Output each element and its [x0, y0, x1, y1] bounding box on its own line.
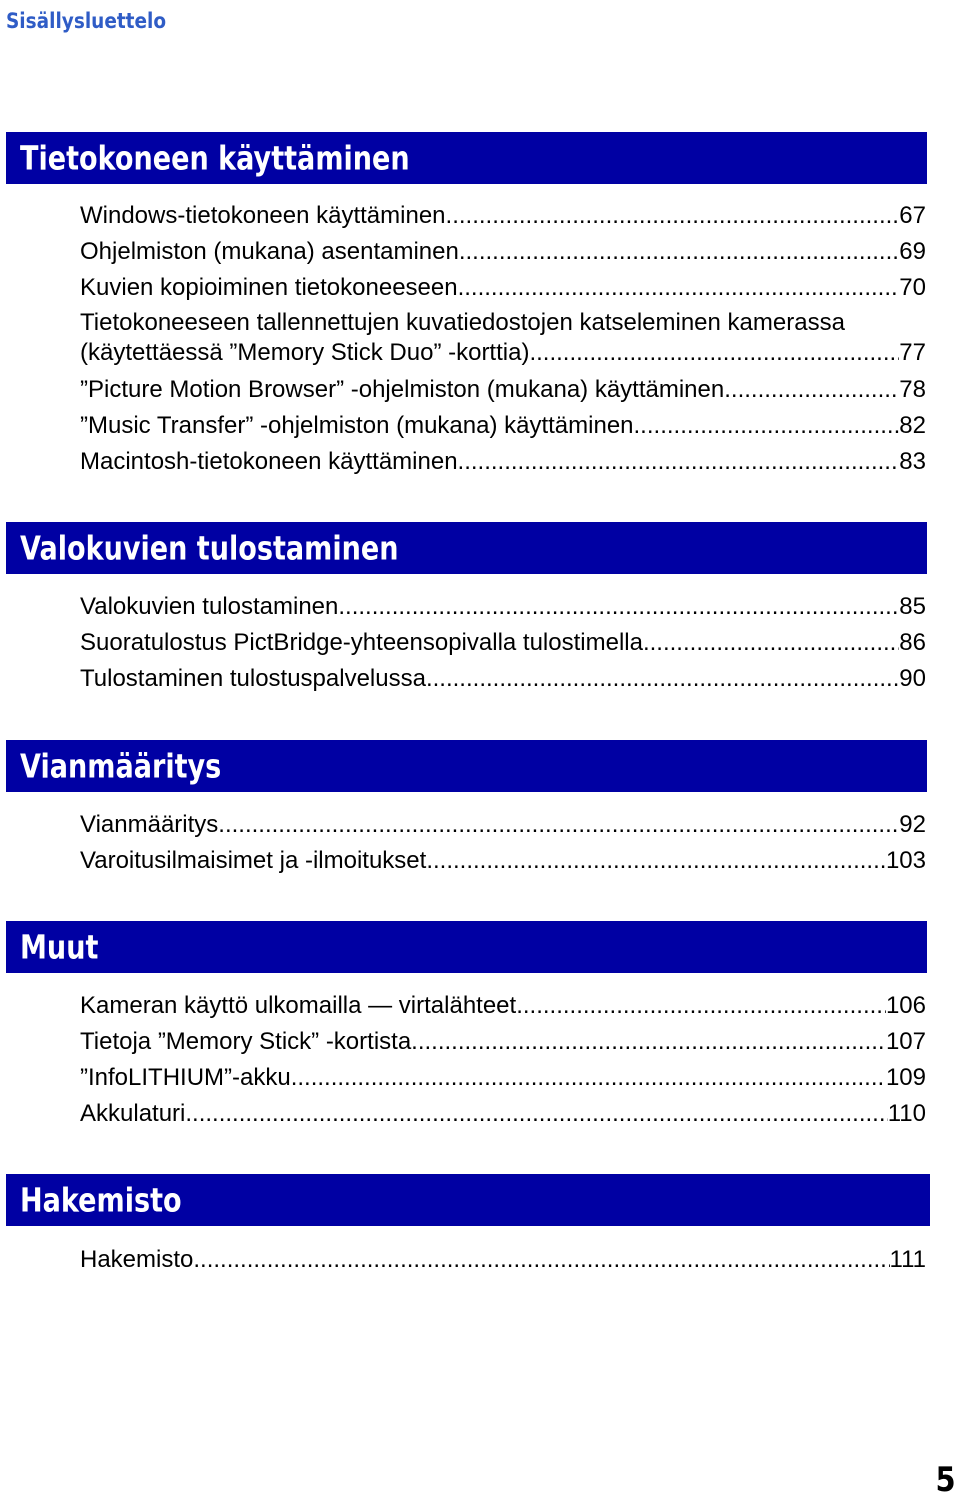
toc-entry-title: Ohjelmiston (mukana) asentaminen: [80, 238, 459, 265]
dot-leader: [459, 234, 899, 270]
section-heading-hakemisto: [6, 1174, 930, 1226]
toc-entry-page: 103: [885, 847, 926, 874]
section-heading-label: Muut: [20, 927, 99, 967]
dot-leader: [185, 1096, 887, 1132]
toc-entry-page: 86: [899, 629, 926, 656]
toc-entry-title: Akkulaturi: [80, 1100, 186, 1127]
toc-entry[interactable]: [80, 306, 926, 372]
dot-leader: [724, 372, 899, 408]
page-title: Sisällysluettelo: [6, 9, 167, 33]
toc-entry[interactable]: [80, 1060, 926, 1096]
toc-entry-page: 85: [899, 593, 926, 620]
toc-entry-page: 77: [899, 339, 926, 366]
toc-entry-page: 107: [885, 1028, 926, 1055]
section-heading-label: Tietokoneen käyttäminen: [20, 138, 410, 178]
section-heading-label: Valokuvien tulostaminen: [20, 528, 399, 568]
toc-list-tietokoneen-kayttaminen: [80, 198, 926, 480]
toc-entry-page: 78: [899, 376, 926, 403]
toc-entry-page: 82: [899, 412, 926, 439]
section-heading-vianmaaritys: [6, 740, 927, 792]
toc-entry-title: Tulostaminen tulostuspalvelussa: [80, 665, 426, 692]
toc-entry-title: Windows-tietokoneen käyttäminen: [80, 202, 446, 229]
toc-entry-page: 111: [889, 1246, 926, 1273]
toc-entry[interactable]: [80, 198, 926, 234]
toc-entry-title: ”Picture Motion Browser” -ohjelmiston (mukana) käyttäminen: [80, 376, 725, 403]
toc-list-hakemisto: [80, 1242, 926, 1278]
dot-leader: [426, 661, 899, 697]
toc-entry[interactable]: [80, 1242, 926, 1278]
dot-leader: [411, 1024, 886, 1060]
dot-leader: [643, 625, 899, 661]
toc-entry-page: 92: [899, 811, 926, 838]
toc-entry-title: Hakemisto: [80, 1246, 194, 1273]
toc-entry[interactable]: [80, 444, 926, 480]
toc-list-valokuvien-tulostaminen: [80, 589, 926, 697]
toc-entry[interactable]: [80, 661, 926, 697]
toc-entry[interactable]: [80, 408, 926, 444]
toc-entry[interactable]: [80, 1096, 926, 1132]
toc-entry-title: Suoratulostus PictBridge-yhteensopivalla tulostimella: [80, 629, 643, 656]
toc-entry-title: Kameran käyttö ulkomailla — virtalähteet: [80, 992, 517, 1019]
dot-leader: [218, 807, 899, 843]
dot-leader: [529, 338, 899, 368]
toc-entry-title-line2: (käytettäessä ”Memory Stick Duo” -korttia): [80, 339, 530, 366]
toc-entry[interactable]: [80, 988, 926, 1024]
toc-entry-title: Valokuvien tulostaminen: [80, 593, 339, 620]
toc-entry-title: Varoitusilmaisimet ja -ilmoitukset: [80, 847, 427, 874]
toc-entry[interactable]: [80, 234, 926, 270]
toc-entry[interactable]: [80, 807, 926, 843]
toc-entry-page: 69: [899, 238, 926, 265]
toc-list-vianmaaritys: [80, 807, 926, 879]
toc-entry-page: 67: [899, 202, 926, 229]
dot-leader: [458, 444, 900, 480]
toc-entry-page: 106: [885, 992, 926, 1019]
toc-entry-title: Kuvien kopioiminen tietokoneeseen: [80, 274, 458, 301]
page-number: 5: [935, 1460, 956, 1500]
section-heading-muut: [6, 921, 927, 973]
toc-entry-page: 70: [899, 274, 926, 301]
toc-entry-title: ”Music Transfer” -ohjelmiston (mukana) käyttäminen: [80, 412, 634, 439]
toc-entry[interactable]: [80, 625, 926, 661]
toc-entry-title: Vianmääritys: [80, 811, 219, 838]
section-heading-label: Vianmääritys: [20, 746, 222, 786]
dot-leader: [193, 1242, 889, 1278]
section-heading-valokuvien-tulostaminen: [6, 522, 927, 574]
toc-entry[interactable]: [80, 589, 926, 625]
section-heading-tietokoneen-kayttaminen: [6, 132, 927, 184]
toc-entry-title-line1: Tietokoneeseen tallennettujen kuvatiedostojen katseleminen kamerassa: [80, 309, 845, 336]
dot-leader: [446, 198, 900, 234]
dot-leader: [458, 270, 900, 306]
toc-entry[interactable]: [80, 1024, 926, 1060]
toc-entry-page: 109: [885, 1064, 926, 1091]
dot-leader: [634, 408, 900, 444]
dot-leader: [291, 1060, 886, 1096]
dot-leader: [426, 843, 886, 879]
toc-entry[interactable]: [80, 843, 926, 879]
toc-entry-title: ”InfoLITHIUM”-akku: [80, 1064, 291, 1091]
toc-entry[interactable]: [80, 372, 926, 408]
toc-entry-page: 83: [899, 448, 926, 475]
dot-leader: [516, 988, 886, 1024]
toc-entry-title: Tietoja ”Memory Stick” -kortista: [80, 1028, 412, 1055]
toc-entry-title: Macintosh-tietokoneen käyttäminen: [80, 448, 458, 475]
toc-entry-page: 110: [887, 1100, 926, 1127]
toc-entry-page: 90: [899, 665, 926, 692]
toc-entry[interactable]: [80, 270, 926, 306]
section-heading-label: Hakemisto: [20, 1180, 182, 1220]
toc-list-muut: [80, 988, 926, 1132]
dot-leader: [338, 589, 899, 625]
